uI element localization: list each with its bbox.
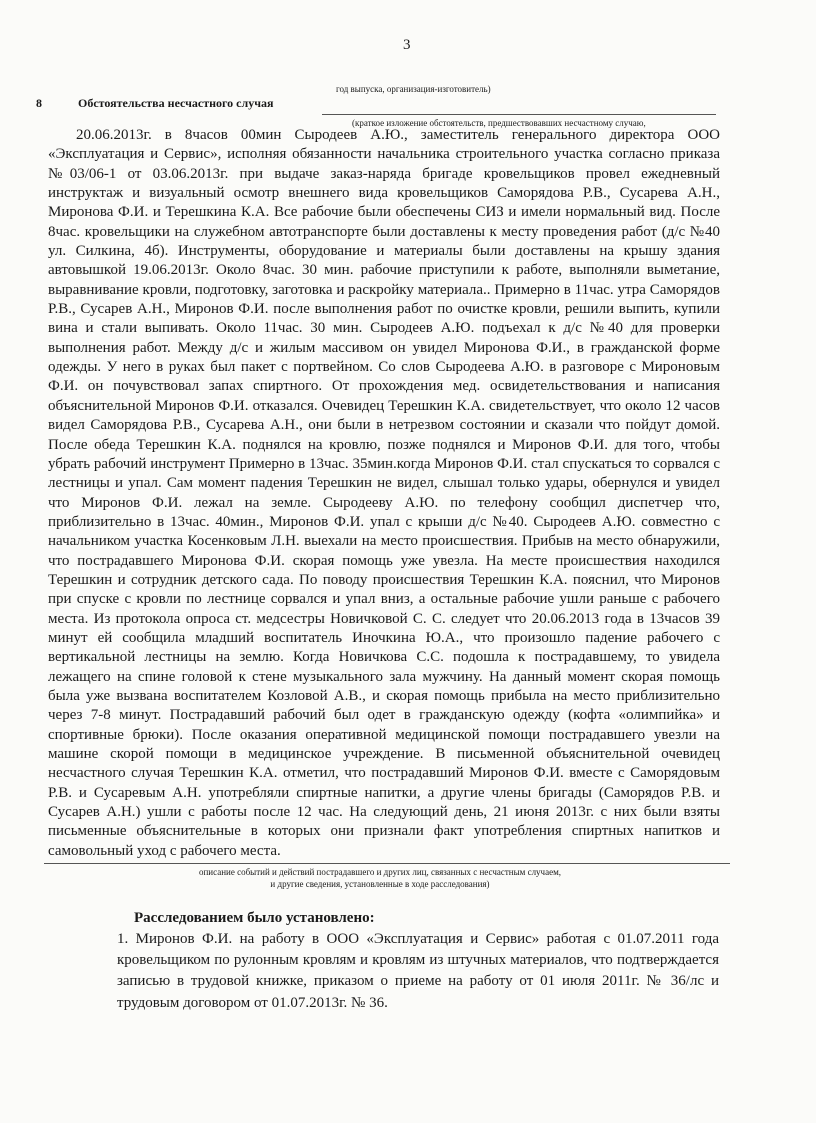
description-note-line2: и другие сведения, установленные в ходе расследования)	[270, 879, 490, 889]
section-title: Обстоятельства несчастного случая	[78, 96, 274, 110]
section-heading	[36, 96, 274, 111]
brief-summary-note: (краткое изложение обстоятельств, предшествовавших несчастному случаю,	[352, 118, 646, 128]
section-number: 8	[36, 96, 42, 110]
findings-item-1: 1. Миронов Ф.И. на работу в ООО «Эксплуатация и Сервис» работая с 01.07.2011 года кровельщиком по рулонным кровлям и кровлям из штучных материалов, что подтверждается записью в трудовой книжке, приказом о приеме на работу от 01 июля 2011г. № 36/лс и трудовым договором от 01.07.2013г. № 36.	[117, 931, 719, 1011]
description-note-line1: описание событий и действий пострадавшего и других лиц, связанных с несчастным случаем,	[198, 867, 562, 877]
findings-heading: Расследованием было установлено:	[134, 910, 375, 926]
circumstances-text: 20.06.2013г. в 8часов 00мин Сыродеев А.Ю., заместитель генерального директора ООО «Эксплуатация и Сервис», исполняя обязанности начальника строительного участка согласно приказа №03/06-1 от 03.06.2013г. при выдаче заказ-наряда бригаде кровельщиков провел ежедневный инструктаж и визуальный осмотр внешнего вида кровельщиков Саморядова Р.В., Сусарева А.Н., Миронова Ф.И. и Терешкина К.А. Все рабочие были обеспечены СИЗ и имели нормальный вид. После 8час. кровельщики на служебном автотранспорте были доставлены к месту проведения работ (д/с №40 ул. Силкина, 4б). Инструменты, оборудование и материалы были доставлены на крышу здания автовышкой 19.06.2013г. Около 8час. 30 мин. рабочие приступили к работе, выполняли выметание, выравнивание кровли, подготовку, заготовка и раскройку материала.. Примерно в 11час. утра Саморядов Р.В., Сусарев А.Н., Миронов Ф.И. после выполнения работ по очистке кровли, решили выпить, купили вина и стали выпивать. Около 11час. 30 мин. Сыродеев А.Ю. подъехал к д/с №40 для проверки выполнения работ. Между д/с и жилым массивом он увидел Миронова Ф.И., в гражданской форме одежды. У него в руках был пакет с портвейном. Со слов Сыродеева А.Ю. в разговоре с Мироновым Ф.И. он почувствовал запах спиртного. От прохождения мед. освидетельствования и написания объяснительной Миронов Ф.И. отказался. Очевидец Терешкин К.А. свидетельствует, что около 12 часов видел Саморядова Р.В., Сусарева А.Н., они были в нетрезвом состоянии и сказали что пойдут домой. После обеда Терешкин К.А. поднялся на кровлю, позже поднялся и Миронов Ф.И. для того, чтобы убрать рабочий инструмент Примерно в 13час. 35мин.когда Миронов Ф.И. стал спускаться то сорвался с лестницы и упал. Сам момент падения Терешкин не видел, слышал только удары, обернулся и увидел что Миронов Ф.И. лежал на земле. Сыродееву А.Ю. по телефону сообщил диспетчер что, приблизительно в 13час. 40мин., Миронов Ф.И. упал с крыши д/с №40. Сыродеев А.Ю. совместно с начальником участка Косенковым Л.Н. выехали на место происшествия. Прибыв на место обнаружили, что пострадавшего Миронова Ф.И. скорая помощь уже увезла. На месте происшествия находился Терешкин и сотрудник детского сада. По поводу происшествия Терешкин К.А. пояснил, что Миронов при спуске с кровли по лестнице сорвался и упал вниз, а остальные рабочие ушли раньше с рабочего места. Из протокола опроса ст. медсестры Новичковой С. С. следует что 20.06.2013 года в 13часов 39 минут ей сообщила младший воспитатель Иночкина Ю.А., что произошло падение рабочего с вертикальной лестницы на землю. Когда Новичкова С.С. подошла к пострадавшему, то увидела лежащего на спине головой к стене музыкального зала мужчину. На данный момент скорая помощь была уже вызвана воспитателем Козловой А.В., и скорая помощь прибыла на место приблизительно через 7-8 минут. Пострадавший рабочий был одет в гражданскую одежду (кофта «олимпийка» и спортивные брюки). После оказания оперативной медицинской помощи пострадавшего увезли на машине скорой помощи в медицинское учреждение. В письменной объяснительной очевидец несчастного случая Терешкин К.А. отметил, что пострадавший Миронов Ф.И. вместе с Саморядовым Р.В. и Сусаревым А.Н. употребляли спиртные напитки, а другие члены бригады (Саморядов Р.В. и Сусарев А.Н.) ушли с работы после 12 час. На следующий день, 21 июня 2013г. с них были взяты письменные объяснительные в которых они признали факт употребления спиртных напитков и самовольный уход с рабочего места.	[48, 127, 720, 859]
bottom-fill-line	[44, 863, 730, 864]
page-number: 3	[403, 37, 411, 53]
year-manufacturer-note: год выпуска, организация-изготовитель)	[336, 84, 491, 94]
top-fill-line	[322, 114, 716, 115]
